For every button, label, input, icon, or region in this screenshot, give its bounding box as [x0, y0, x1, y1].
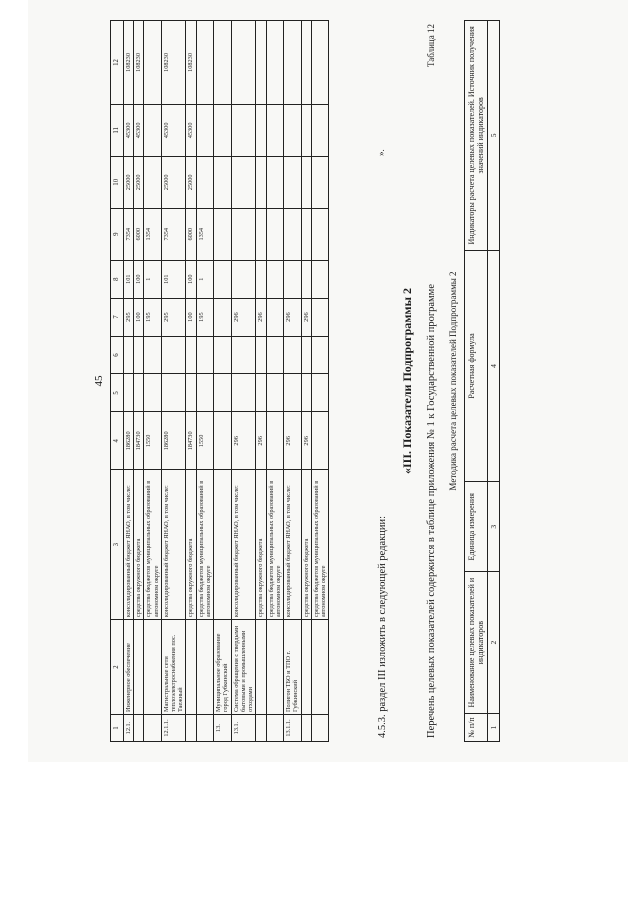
header-cell: Наименование целевых показателей и индикаторов: [465, 572, 488, 714]
table-cell: [301, 104, 311, 156]
table-cell: 13.1.: [231, 715, 256, 742]
header-cell: Индикаторы расчета целевых показателей. Источник получения значений индикаторов: [465, 21, 488, 251]
table-header-row: [111, 21, 124, 742]
table-cell: [256, 156, 266, 208]
table-cell: 186280: [161, 412, 186, 470]
table-cell: [231, 208, 256, 260]
table-cell: [284, 156, 301, 208]
table-cell: 296: [256, 298, 266, 336]
table-cell: [231, 156, 256, 208]
table-cell: [266, 21, 283, 105]
table-cell: консолидированный бюджет ЯНАО, в том числе:: [123, 470, 133, 620]
table-cell: [196, 620, 213, 715]
table-row: [231, 21, 256, 742]
table-cell: Полигон ТБО и ТПО г. Губкинский: [284, 620, 301, 715]
table-cell: [311, 21, 328, 105]
table-cell: [196, 336, 213, 374]
table-cell: 296: [231, 412, 256, 470]
table-cell: [134, 620, 144, 715]
table-cell: [134, 336, 144, 374]
section-heading: «III. Показатели Подпрограммы 2: [400, 288, 414, 474]
table-cell: 12.1.1.: [161, 715, 186, 742]
table-cell: [301, 208, 311, 260]
table-cell: 195: [196, 298, 213, 336]
table-row: [186, 21, 196, 742]
header-cell: 4: [111, 412, 124, 470]
table-cell: [266, 336, 283, 374]
column-number: 4: [488, 250, 500, 482]
table-cell: 296: [284, 412, 301, 470]
table-row: [266, 21, 283, 742]
table-cell: [284, 21, 301, 105]
header-cell: 9: [111, 208, 124, 260]
table-cell: [301, 620, 311, 715]
table-cell: [161, 374, 186, 412]
table-cell: 1550: [144, 412, 161, 470]
table-cell: 1354: [144, 208, 161, 260]
table-row: [214, 21, 231, 742]
table-cell: [301, 715, 311, 742]
table-cell: Магистральные сети теплоэлектроснабжения пос. Таежный: [161, 620, 186, 715]
table-cell: [311, 104, 328, 156]
table-cell: 1354: [196, 208, 213, 260]
table-cell: [214, 470, 231, 620]
header-cell: № п/п: [465, 714, 488, 742]
header-cell: Единица измерения: [465, 482, 488, 572]
column-number: 3: [488, 482, 500, 572]
table-cell: консолидированный бюджет ЯНАО, в том числе:: [231, 470, 256, 620]
table-cell: [231, 260, 256, 298]
table-cell: 13.: [214, 715, 231, 742]
table-cell: [123, 336, 133, 374]
table-cell: [266, 620, 283, 715]
table-cell: [256, 715, 266, 742]
table-cell: 184730: [134, 412, 144, 470]
table-cell: средства окружного бюджета: [301, 470, 311, 620]
table-cell: [186, 620, 196, 715]
table-row: [256, 21, 266, 742]
table-cell: 25000: [186, 156, 196, 208]
table-cell: [144, 104, 161, 156]
table-cell: средства бюджетов муниципальных образований в автономном округе: [144, 470, 161, 620]
table-cell: [311, 260, 328, 298]
table-cell: 296: [301, 298, 311, 336]
table-cell: [144, 336, 161, 374]
table-cell: 25000: [134, 156, 144, 208]
table-row: [134, 21, 144, 742]
header-cell: 7: [111, 298, 124, 336]
table-cell: Инженерное обеспечение: [123, 620, 133, 715]
table-cell: [214, 260, 231, 298]
table-cell: [284, 260, 301, 298]
table-cell: 12.1.: [123, 715, 133, 742]
table-cell: [196, 374, 213, 412]
table-cell: 45300: [186, 104, 196, 156]
table-cell: [186, 336, 196, 374]
table-cell: 108230: [161, 21, 186, 105]
table-cell: средства бюджетов муниципальных образований в автономном округе: [266, 470, 283, 620]
table-cell: средства окружного бюджета: [186, 470, 196, 620]
table-cell: 25000: [161, 156, 186, 208]
table-cell: [301, 336, 311, 374]
table-cell: 108230: [186, 21, 196, 105]
table-cell: [311, 156, 328, 208]
table-cell: [266, 156, 283, 208]
table-cell: 296: [284, 298, 301, 336]
table-cell: [256, 620, 266, 715]
section-text: 4.5.3. раздел III изложить в следующей редакции:: [377, 515, 388, 738]
table-cell: [214, 336, 231, 374]
table-cell: [214, 412, 231, 470]
column-number: 5: [488, 21, 500, 251]
paragraph: Перечень целевых показателей содержится в таблице приложения № 1 к Государственной программе: [426, 284, 437, 738]
table-cell: [144, 715, 161, 742]
table-cell: [311, 715, 328, 742]
column-number-row: [488, 21, 500, 742]
table-number: Таблица 12: [426, 24, 436, 67]
table-cell: [256, 260, 266, 298]
table-cell: 296: [231, 298, 256, 336]
header-cell: 11: [111, 104, 124, 156]
table-cell: 100: [134, 298, 144, 336]
table-cell: [266, 208, 283, 260]
header-cell: 10: [111, 156, 124, 208]
table-cell: 100: [134, 260, 144, 298]
header-cell: 1: [111, 715, 124, 742]
table-cell: [123, 374, 133, 412]
table-cell: [284, 336, 301, 374]
table-cell: [311, 620, 328, 715]
method-table: [464, 20, 500, 742]
table-cell: 296: [301, 412, 311, 470]
table-cell: [301, 374, 311, 412]
page-number: 45: [93, 375, 105, 387]
table-cell: [231, 374, 256, 412]
table-cell: [311, 298, 328, 336]
table-cell: [266, 104, 283, 156]
table-cell: [266, 260, 283, 298]
table-body: [123, 21, 328, 742]
table-cell: [284, 208, 301, 260]
table-cell: [256, 336, 266, 374]
table-cell: [134, 715, 144, 742]
financing-table: [110, 20, 329, 742]
table-cell: [311, 412, 328, 470]
table-cell: [256, 104, 266, 156]
table-cell: [186, 374, 196, 412]
table-cell: [301, 156, 311, 208]
table-cell: средства бюджетов муниципальных образований в автономном округе: [196, 470, 213, 620]
table-cell: [256, 208, 266, 260]
table-cell: 7354: [161, 208, 186, 260]
table-cell: [256, 21, 266, 105]
table-cell: средства бюджетов муниципальных образований в автономном округе: [311, 470, 328, 620]
table-cell: [311, 208, 328, 260]
table-cell: [266, 412, 283, 470]
table-cell: [214, 374, 231, 412]
table-cell: [311, 374, 328, 412]
table-cell: 45300: [134, 104, 144, 156]
table-row: [123, 21, 133, 742]
table-cell: 295: [123, 298, 133, 336]
table-cell: [144, 156, 161, 208]
table-cell: 108230: [134, 21, 144, 105]
table-cell: [144, 620, 161, 715]
table-cell: 296: [256, 412, 266, 470]
table-cell: [284, 374, 301, 412]
table-cell: [214, 104, 231, 156]
table-cell: 1: [144, 260, 161, 298]
header-cell: 5: [111, 374, 124, 412]
table-cell: консолидированный бюджет ЯНАО, в том числе:: [161, 470, 186, 620]
table-row: [284, 21, 301, 742]
table-cell: [256, 374, 266, 412]
table-cell: [214, 298, 231, 336]
column-number: 2: [488, 572, 500, 714]
table-cell: [284, 104, 301, 156]
table-row: [144, 21, 161, 742]
table-cell: 7354: [123, 208, 133, 260]
table-cell: [266, 374, 283, 412]
table-cell: [161, 336, 186, 374]
table-cell: средства окружного бюджета: [256, 470, 266, 620]
table-row: [311, 21, 328, 742]
table-cell: [311, 336, 328, 374]
table-cell: консолидированный бюджет ЯНАО, в том числе:: [284, 470, 301, 620]
table-cell: 1: [196, 260, 213, 298]
table-row: [161, 21, 186, 742]
scanned-page: [28, 0, 628, 762]
table-cell: [144, 21, 161, 105]
table-cell: [134, 374, 144, 412]
table-cell: средства окружного бюджета: [134, 470, 144, 620]
table-cell: [196, 104, 213, 156]
table-cell: [231, 104, 256, 156]
table-cell: 195: [144, 298, 161, 336]
table-cell: 108230: [123, 21, 133, 105]
table-cell: [196, 715, 213, 742]
table-cell: Муниципальное образование город Губкинский: [214, 620, 231, 715]
table-cell: 6000: [134, 208, 144, 260]
table-row: [301, 21, 311, 742]
table-cell: 100: [186, 298, 196, 336]
table-cell: [196, 156, 213, 208]
table-cell: 186280: [123, 412, 133, 470]
table-cell: [186, 715, 196, 742]
table-cell: [266, 715, 283, 742]
table-cell: [266, 298, 283, 336]
column-number: 1: [488, 714, 500, 742]
table-cell: [144, 374, 161, 412]
rotated-content: [90, 20, 578, 742]
table-cell: [196, 21, 213, 105]
table-cell: 25000: [123, 156, 133, 208]
table-row: [196, 21, 213, 742]
header-cell: 6: [111, 336, 124, 374]
table-cell: 13.1.1.: [284, 715, 301, 742]
table-cell: [214, 21, 231, 105]
table-cell: Система обращения с твердыми бытовыми и промышленными отходами: [231, 620, 256, 715]
table-cell: [231, 21, 256, 105]
table-cell: 101: [123, 260, 133, 298]
closing-quote: ».: [376, 149, 386, 156]
header-cell: 3: [111, 470, 124, 620]
header-cell: 12: [111, 21, 124, 105]
table-cell: 184730: [186, 412, 196, 470]
table-cell: 100: [186, 260, 196, 298]
table-header-row: [465, 21, 488, 742]
table-cell: [301, 21, 311, 105]
table-cell: [231, 336, 256, 374]
header-cell: Расчетная формула: [465, 250, 488, 482]
header-cell: 2: [111, 620, 124, 715]
table-cell: 295: [161, 298, 186, 336]
table-cell: 1550: [196, 412, 213, 470]
table-cell: 45300: [123, 104, 133, 156]
table-cell: [214, 156, 231, 208]
table-caption: Методика расчета целевых показателей Подпрограммы 2: [448, 271, 458, 491]
table-cell: 45300: [161, 104, 186, 156]
table-cell: 6000: [186, 208, 196, 260]
table-cell: [214, 208, 231, 260]
header-cell: 8: [111, 260, 124, 298]
table-cell: 101: [161, 260, 186, 298]
table-cell: [301, 260, 311, 298]
